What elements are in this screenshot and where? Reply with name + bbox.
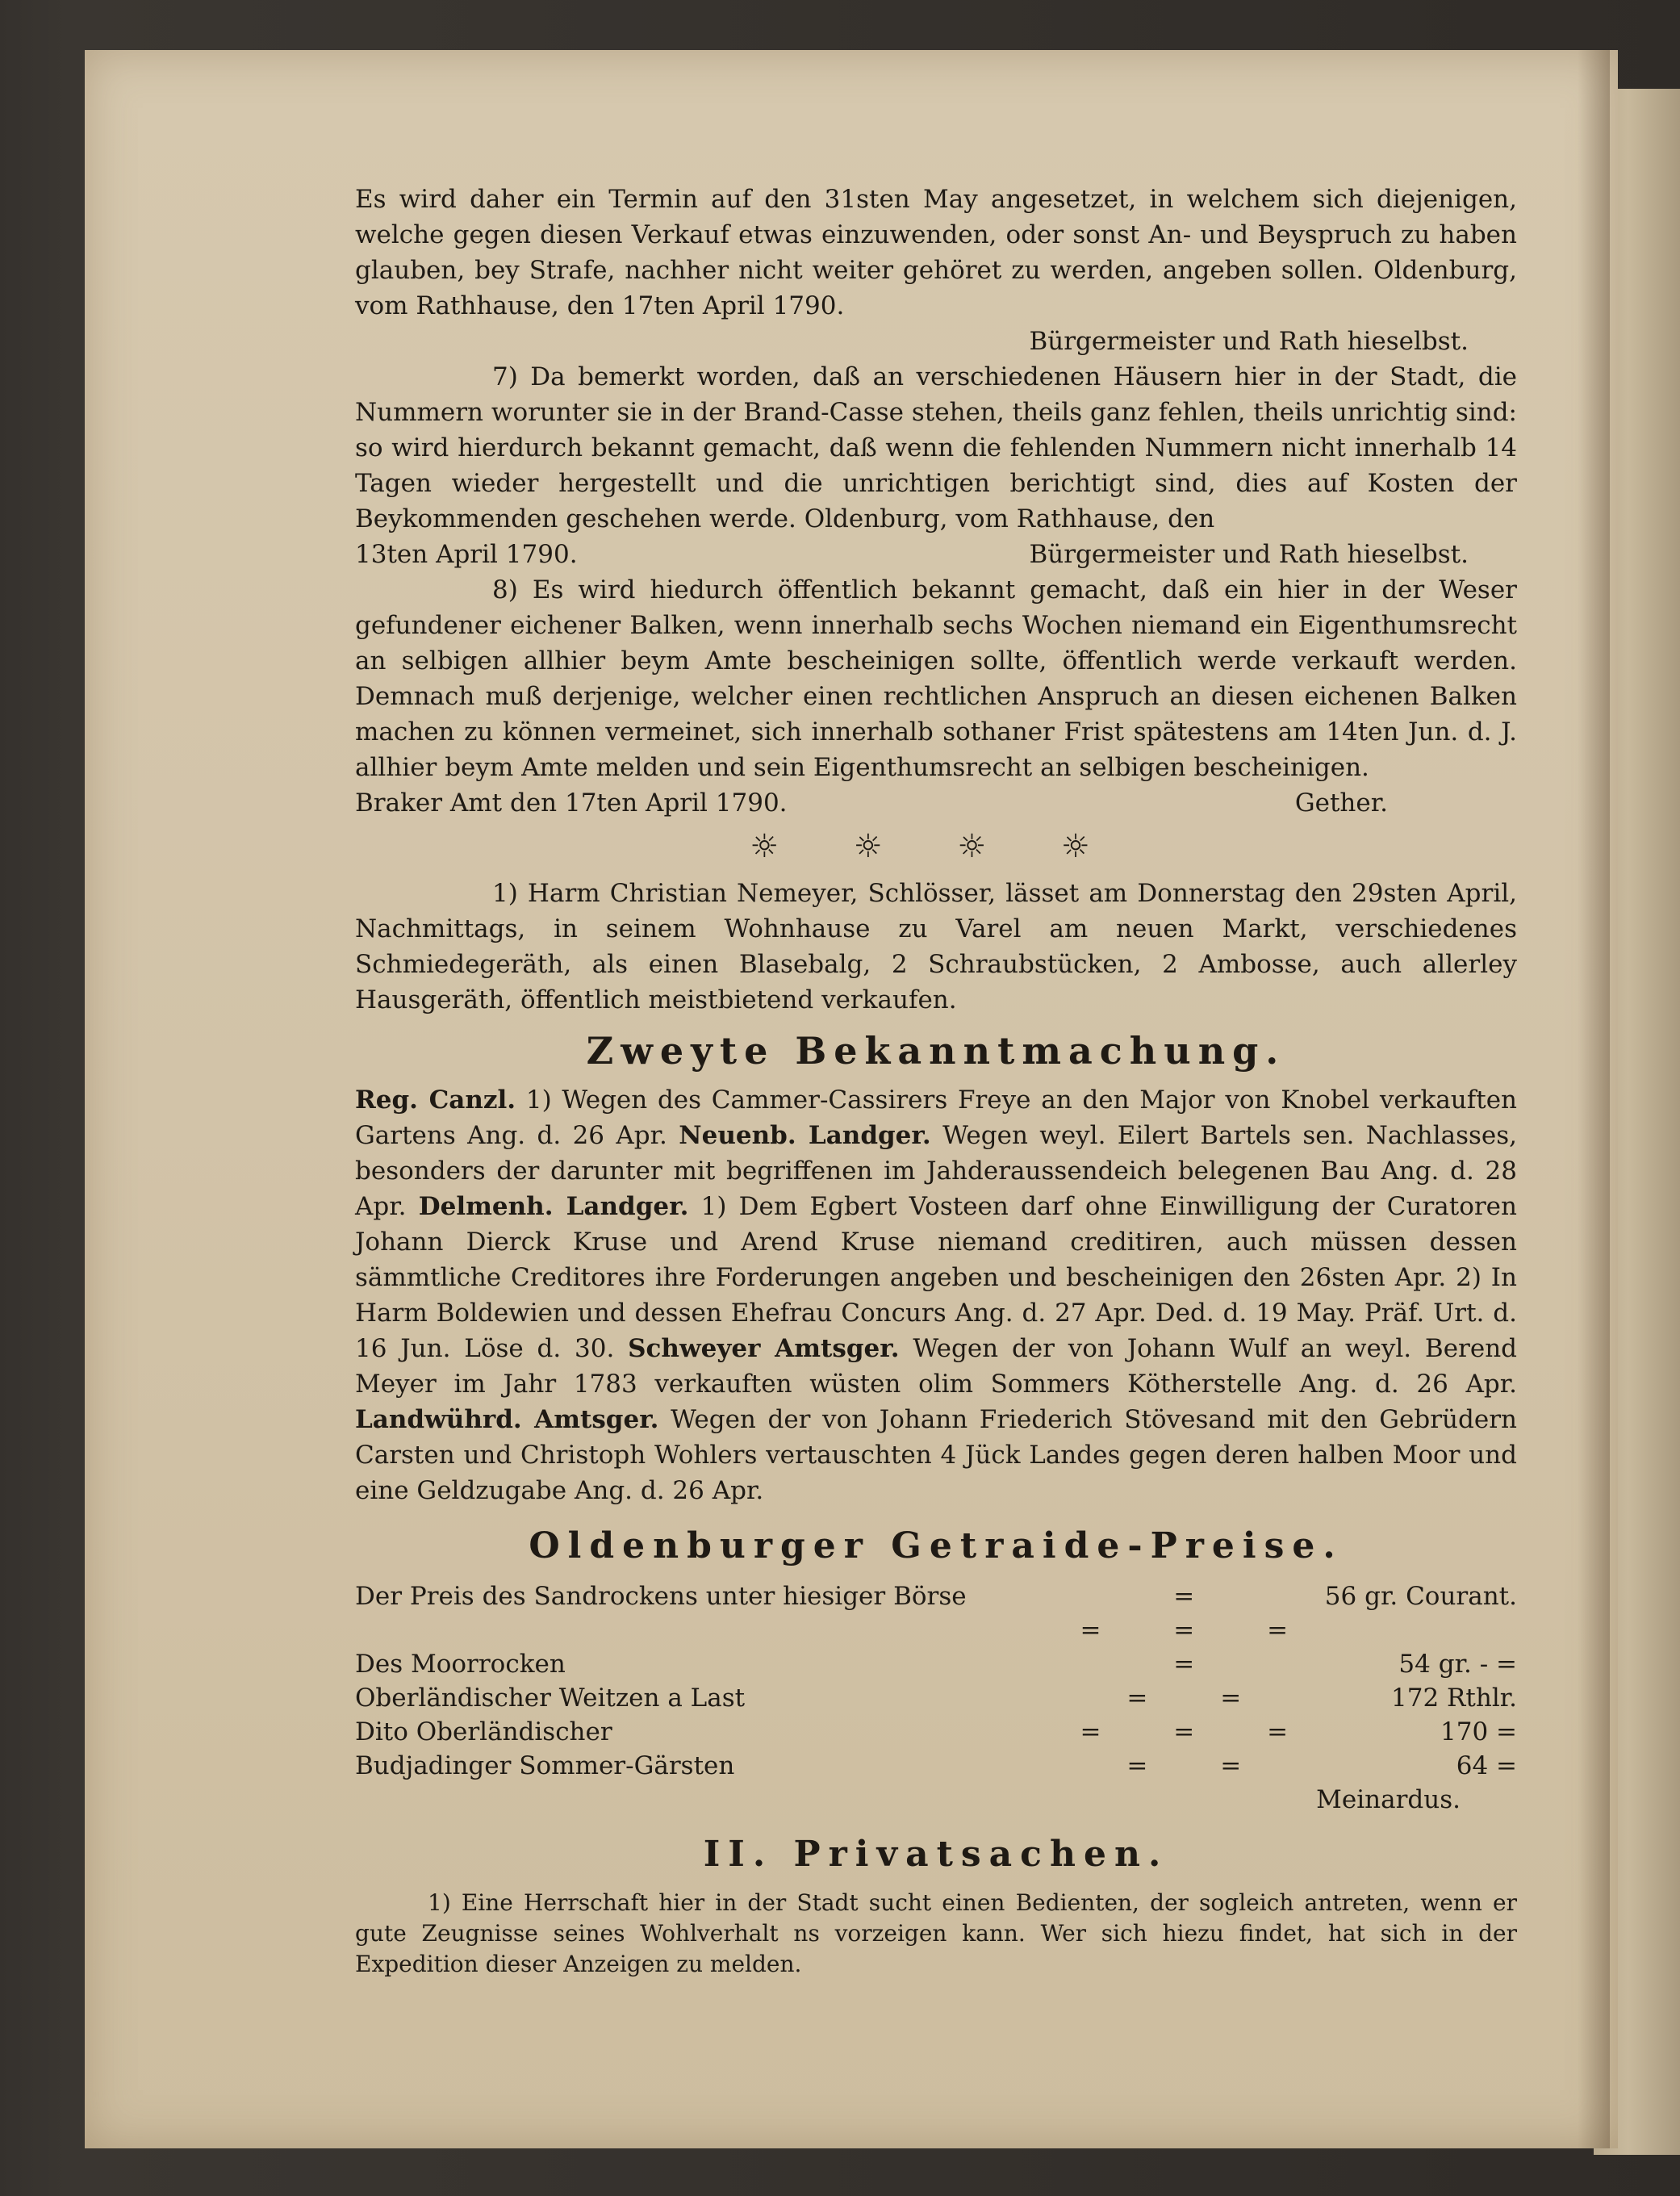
announcement-item: 1) Wegen des Cammer-Cassirers Freye an den Major von Knobel verkauften Gartens Ang. d. 26 Apr.: [355, 1085, 1518, 1150]
notice-8-text: 8) Es wird hiedurch öffentlich bekannt gemacht, daß ein hier in der Weser gefundener eichener Balken, wenn innerhalb sechs Wochen niemand ein Eigenthumsrecht an selbigen allhier beym Amte bescheinigen sollte, öffentlich werde verkauft werden. Demnach muß derjenige, welcher einen rechtlichen Anspruch an diesen eichenen Balken machen zu können vermeinet, sich innerhalb sothaner Frist spätestens am 14ten Jun. d. J. allhier beym Amte melden und sein Eigenthumsrecht an selbigen bescheinigen.: [355, 575, 1517, 782]
price-label: Der Preis des Sandrockens unter hiesiger Börse: [355, 1582, 967, 1611]
announcement-item: Wegen der von Johann Wulf an weyl. Berend Meyer im Jahr 1783 verkauften wüsten olim Sommers Kötherstelle Ang. d. 26 Apr.: [355, 1334, 1518, 1399]
notice-7-date: 13ten April 1790.: [355, 540, 578, 569]
price-label: Des Moorrocken: [355, 1650, 566, 1679]
court-label: Schweyer Amtsger.: [628, 1334, 900, 1363]
court-label: Neuenb. Landger.: [679, 1121, 931, 1150]
sale-notice-1: 1) Harm Christian Nemeyer, Schlösser, lässet am Donnerstag den 29sten April, Nachmittags, in seinem Wohnhause zu Varel am neuen Markt, verschiedenes Schmiedegeräth, als einen Blasebalg, 2 Schraubstücken, 2 Ambosse, auch allerley Hausgeräth, öffentlich meistbietend verkaufen.: [355, 879, 1517, 1014]
court-label: Landwührd. Amtsger.: [355, 1405, 659, 1434]
price-ditto-marks: =: [1173, 1582, 1227, 1611]
notice-8-footer: [355, 785, 1517, 821]
announcement-item: Wegen der von Johann Friederich Stövesand mit den Gebrüdern Carsten und Christoph Wohlers vertauschten 4 Jück Landes gegen deren halben Moor und eine Geldzugabe Ang. d. 26 Apr.: [355, 1405, 1517, 1505]
price-row: [355, 1749, 1517, 1783]
price-row: [355, 1715, 1517, 1749]
notice-7-footer: [355, 537, 1517, 572]
grain-prices-signature: Meinardus.: [1316, 1785, 1461, 1814]
grain-price-table: [355, 1579, 1517, 1783]
private-notice-1: 1) Eine Herrschaft hier in der Stadt sucht einen Bedienten, der sogleich antreten, wenn er gute Zeugnisse seines Wohlverhalt ns vorzeigen kann. Wer sich hiezu findet, hat sich in der Expedition dieser Anzeigen zu melden.: [355, 1889, 1517, 1977]
price-row: [355, 1579, 1517, 1613]
notice-7-signature: Bürgermeister und Rath hieselbst.: [1029, 540, 1469, 569]
second-announcement-text: [355, 1082, 1517, 1508]
price-label: Dito Oberländischer: [355, 1717, 612, 1746]
notice-8-signature: Gether.: [1294, 788, 1388, 818]
private-matters-heading: II. Privatsachen.: [703, 1834, 1169, 1875]
price-row: [355, 1681, 1517, 1715]
star-separator: ☼ ☼ ☼ ☼: [750, 828, 1122, 865]
price-value: 172 Rthlr.: [1391, 1684, 1517, 1713]
price-ditto-marks: = = =: [1080, 1717, 1321, 1746]
page-text: [355, 182, 1517, 1980]
grain-prices-heading: Oldenburger Getraide-Preise.: [529, 1525, 1344, 1566]
price-label: Oberländischer Weitzen a Last: [355, 1684, 746, 1713]
price-value: 56 gr. Courant.: [1324, 1582, 1517, 1611]
price-label: Budjadinger Sommer-Gärsten: [355, 1751, 735, 1780]
price-value: 54 gr. - =: [1398, 1650, 1517, 1679]
price-ditto-marks: = =: [1126, 1684, 1274, 1713]
court-label: Delmenh. Landger.: [418, 1192, 689, 1221]
notice-end-signature: Bürgermeister und Rath hieselbst.: [1029, 327, 1469, 356]
price-value: 170 =: [1440, 1717, 1517, 1746]
notice-end-text: Es wird daher ein Termin auf den 31sten May angesetzet, in welchem sich diejenigen, welche gegen diesen Verkauf etwas einzuwenden, oder sonst An- und Beyspruch zu haben glauben, bey Strafe, nachher nicht weiter gehöret zu werden, angeben sollen. Oldenburg, vom Rathhause, den 17ten April 1790.: [355, 185, 1517, 320]
announcement-item: Wegen weyl. Eilert Bartels sen. Nachlasses, besonders der darunter mit begriffenen im Jahderaussendeich belegenen Bau Ang. d. 28 Apr.: [355, 1121, 1518, 1221]
court-label: Reg. Canzl.: [355, 1085, 516, 1115]
price-value: 64 =: [1456, 1751, 1517, 1780]
price-ditto-marks: = = = =: [1080, 1616, 1321, 1679]
announcement-item: 1) Dem Egbert Vosteen darf ohne Einwilligung der Curatoren Johann Dierck Kruse und Arend Kruse niemand creditiren, auch müssen dessen sämmtliche Creditores ihre Forderungen angeben und bescheinigen den 26sten Apr. 2) In Harm Boldewien und dessen Ehefrau Concurs Ang. d. 27 Apr. Ded. d. 19 May. Präf. Urt. d. 16 Jun. Löse d. 30.: [355, 1192, 1517, 1363]
price-ditto-marks: = =: [1126, 1751, 1274, 1780]
notice-8-place-date: Braker Amt den 17ten April 1790.: [355, 788, 788, 818]
notice-7-text: 7) Da bemerkt worden, daß an verschiedenen Häusern hier in der Stadt, die Nummern worunter sie in der Brand-Casse stehen, theils ganz fehlen, theils unrichtig sind: so wird hierdurch bekannt gemacht, daß wenn die fehlenden Nummern nicht innerhalb 14 Tagen wieder hergestellt und die unrichtigen berichtigt sind, dies auf Kosten der Beykommenden geschehen werde. Oldenburg, vom Rathhause, den: [355, 362, 1517, 533]
second-announcement-heading: Zweyte Bekanntmachung.: [586, 1029, 1286, 1073]
price-row: [355, 1613, 1517, 1681]
page-gutter-shadow: [1578, 50, 1610, 2148]
